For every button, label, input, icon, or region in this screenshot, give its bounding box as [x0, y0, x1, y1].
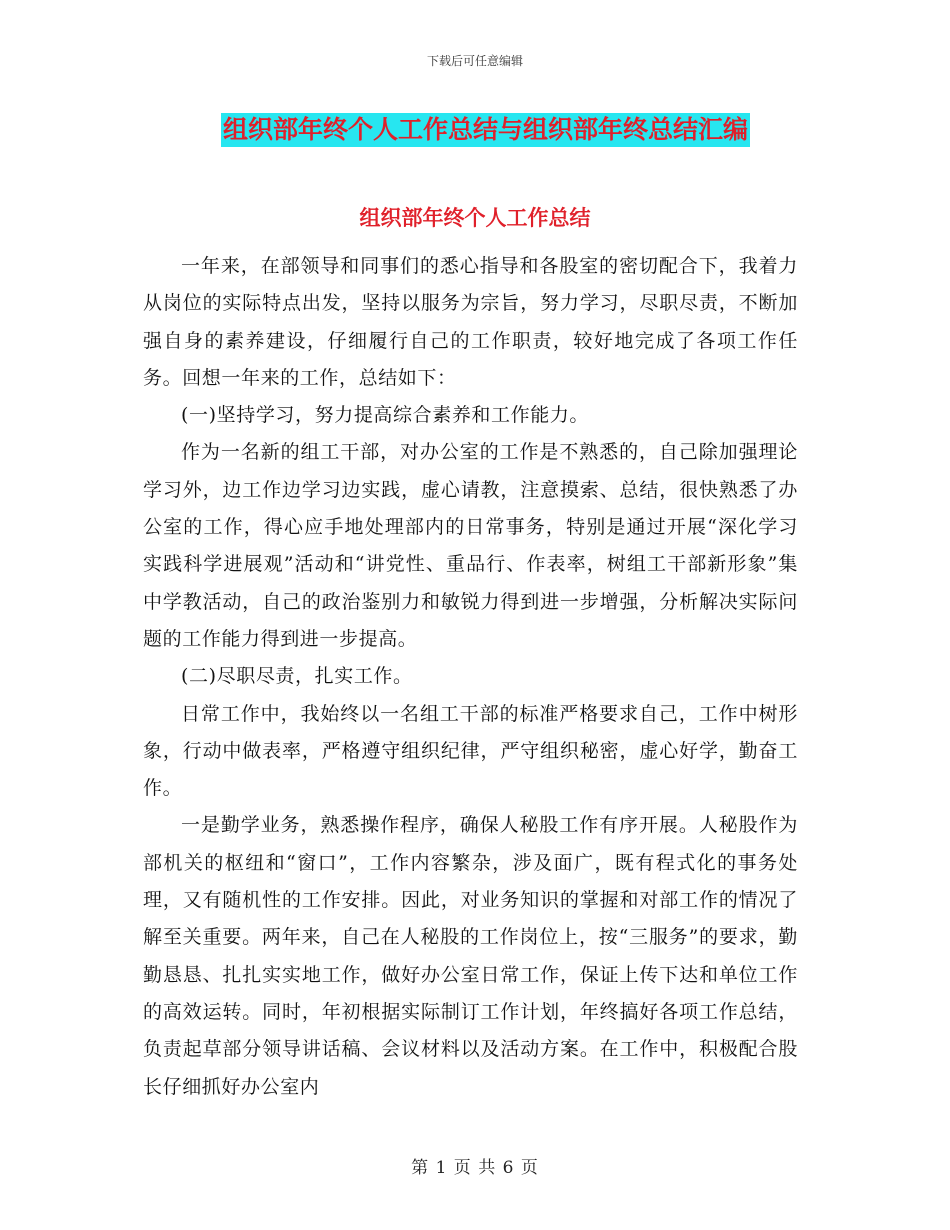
header-note: 下载后可任意编辑: [426, 54, 523, 68]
body-text: [143, 248, 798, 1106]
page-footer: 第 1 页 共 6 页: [411, 1158, 539, 1178]
section-title: 组织部年终个人工作总结: [359, 206, 591, 230]
paragraph-heading-1: (一)坚持学习，努力提高综合素养和工作能力。: [181, 404, 590, 427]
paragraph-daily-work: 日常工作中，我始终以一名组工干部的标准严格要求自己，工作中树形象，行动中做表率，严格遵守组织纪律，严守组织秘密，虚心好学，勤奋工作。: [143, 702, 798, 800]
paragraph-business: 一是勤学业务，熟悉操作程序，确保人秘股工作有序开展。人秘股作为部机关的枢纽和“窗口”，工作内容繁杂，涉及面广，既有程式化的事务处理，又有随机性的工作安排。因此，对业务知识的掌握和对部工作的情况了解至关重要。两年来，自己在人秘股的工作岗位上，按“三服务”的要求，勤勤恳恳、扎扎实实地工作，做好办公室日常工作，保证上传下达和单位工作的高效运转。同时，年初根据实际制订工作计划，年终搞好各项工作总结，负责起草部分领导讲话稿、会议材料以及活动方案。在工作中，积极配合股长仔细抓好办公室内: [143, 814, 798, 1098]
paragraph-learning: 作为一名新的组工干部，对办公室的工作是不熟悉的，自己除加强理论学习外，边工作边学习边实践，虚心请教，注意摸索、总结，很快熟悉了办公室的工作，得心应手地处理部内的日常事务，特别是通过开展“深化学习实践科学进展观”活动和“讲党性、重品行、作表率，树组工干部新形象”集中学教活动，自己的政治鉴别力和敏锐力得到进一步增强，分析解决实际问题的工作能力得到进一步提高。: [143, 441, 798, 650]
paragraph-heading-2: (二)尽职尽责，扎实工作。: [181, 665, 413, 688]
document-main-title: 组织部年终个人工作总结与组织部年终总结汇编: [221, 113, 750, 147]
paragraph-intro: 一年来，在部领导和同事们的悉心指导和各股室的密切配合下，我着力从岗位的实际特点出发，坚持以服务为宗旨，努力学习，尽职尽责，不断加强自身的素养建设，仔细履行自己的工作职责，较好地完成了各项工作任务。回想一年来的工作，总结如下：: [143, 255, 798, 389]
